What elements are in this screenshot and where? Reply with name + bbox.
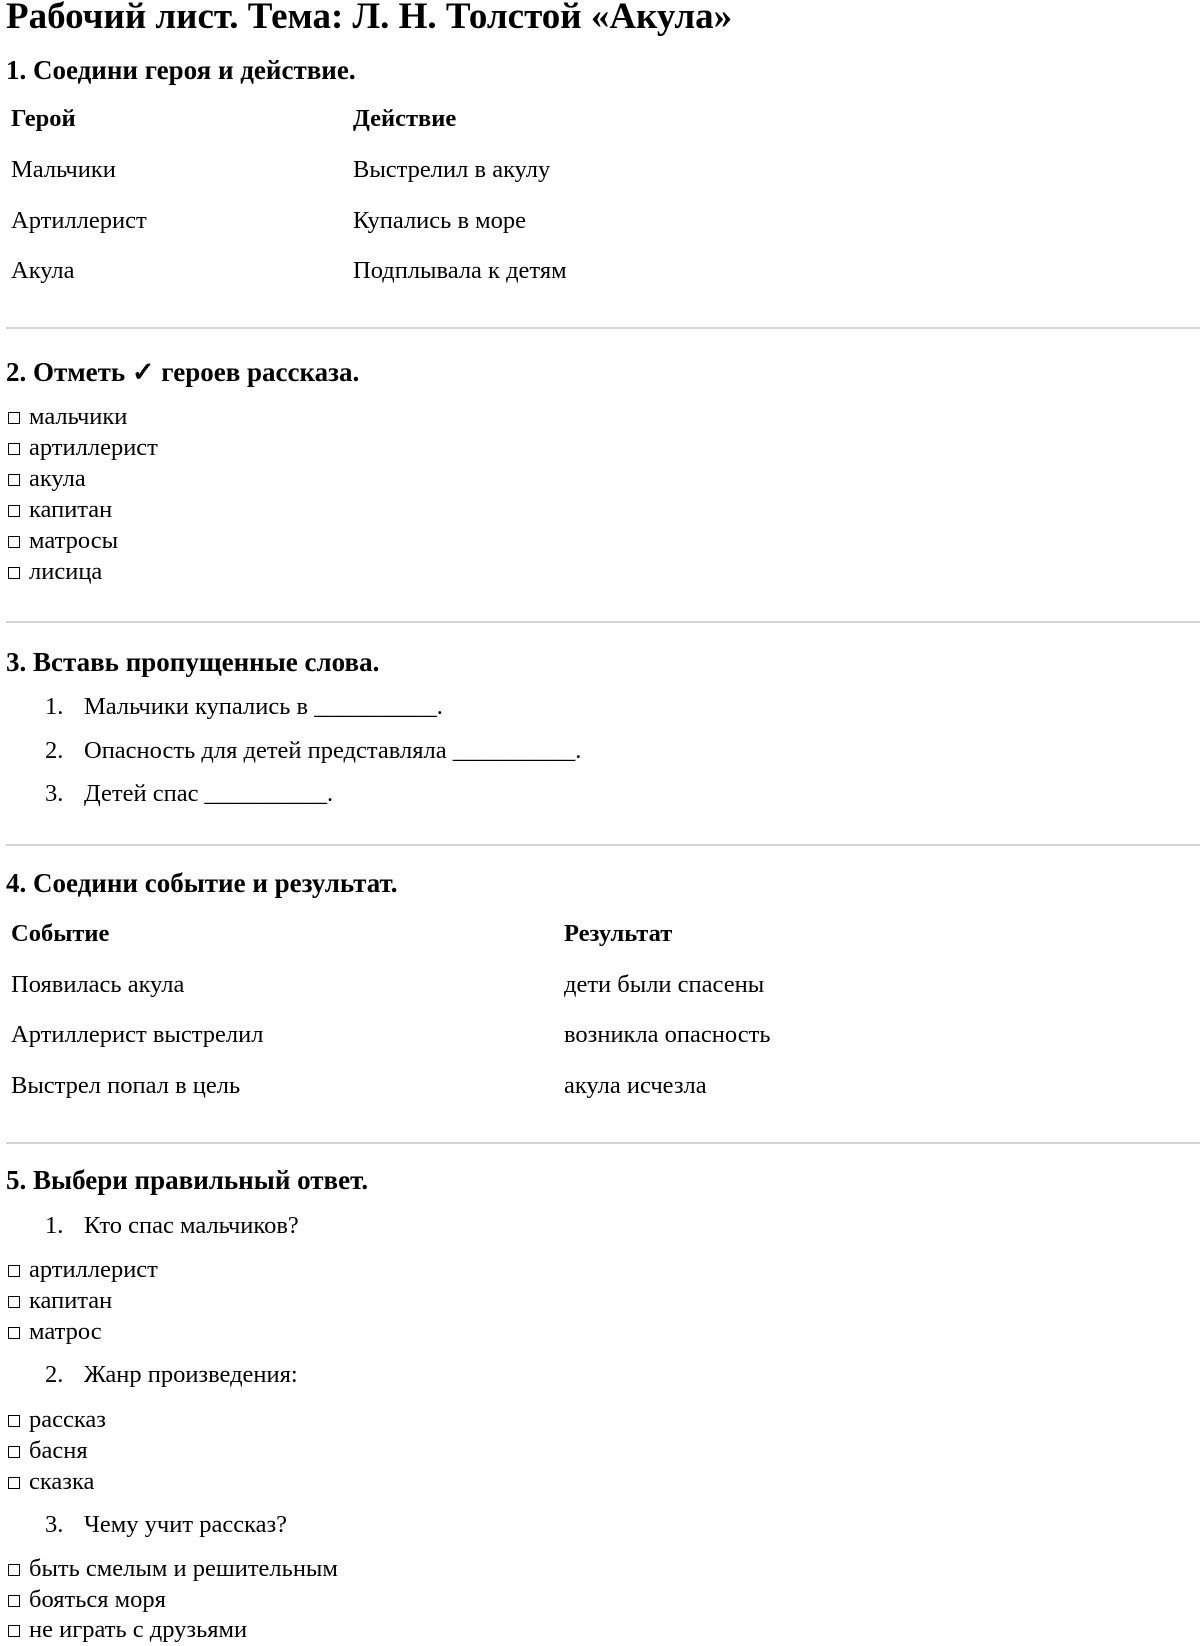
- fill-in-sentence: Детей спас __________.: [84, 780, 334, 807]
- task1-hero: Мальчики: [11, 156, 116, 183]
- task1-hero: Акула: [11, 257, 75, 284]
- checkbox[interactable]: [8, 536, 20, 548]
- checklist-label: лисица: [29, 558, 103, 585]
- answer-label: бояться моря: [29, 1586, 166, 1613]
- task4-col-event: Событие: [11, 920, 110, 947]
- checkbox[interactable]: [8, 1415, 20, 1427]
- task1-action: Купались в море: [353, 207, 527, 234]
- checkbox[interactable]: [8, 505, 20, 517]
- task3-heading: 3. Вставь пропущенные слова.: [6, 647, 380, 677]
- task4-result: акула исчезла: [564, 1072, 707, 1099]
- checkbox[interactable]: [8, 1595, 20, 1607]
- question-text: Жанр произведения:: [84, 1361, 298, 1388]
- checkbox[interactable]: [8, 567, 20, 579]
- answer-option: [8, 1405, 106, 1435]
- page-title: Рабочий лист. Тема: Л. Н. Толстой «Акула»: [6, 0, 733, 37]
- list-number: 2.: [45, 1361, 64, 1388]
- checklist-item: [8, 495, 112, 525]
- fill-in-sentence: Опасность для детей представляла __________.: [84, 737, 582, 764]
- checklist-label: капитан: [29, 496, 113, 523]
- checklist-label: артиллерист: [29, 434, 158, 461]
- checkbox[interactable]: [8, 1265, 20, 1277]
- answer-option: [8, 1436, 88, 1466]
- checkbox[interactable]: [8, 474, 20, 486]
- answer-option: [8, 1286, 112, 1316]
- answer-label: быть смелым и решительным: [29, 1555, 338, 1582]
- checklist-item: [8, 526, 118, 556]
- checkbox[interactable]: [8, 1296, 20, 1308]
- checklist-item: [8, 433, 158, 463]
- task1-action: Подплывала к детям: [353, 257, 567, 284]
- answer-option: [8, 1255, 158, 1285]
- list-number: 1.: [45, 1212, 64, 1239]
- task4-heading: 4. Соедини событие и результат.: [6, 868, 398, 898]
- answer-option: [8, 1467, 94, 1497]
- task4-result: возникла опасность: [564, 1021, 771, 1048]
- task4-event: Появилась акула: [11, 971, 185, 998]
- checkbox[interactable]: [8, 1477, 20, 1489]
- divider: [6, 1142, 1200, 1144]
- answer-label: капитан: [29, 1287, 113, 1314]
- checkbox[interactable]: [8, 1564, 20, 1576]
- list-number: 1.: [45, 693, 64, 720]
- list-number: 3.: [45, 1511, 64, 1538]
- answer-option: [8, 1317, 102, 1347]
- task1-action: Выстрелил в акулу: [353, 156, 551, 183]
- answer-label: не играть с друзьями: [29, 1616, 248, 1643]
- checklist-item: [8, 464, 86, 494]
- answer-option: [8, 1554, 338, 1584]
- checklist-item: [8, 402, 127, 432]
- checkbox[interactable]: [8, 1625, 20, 1637]
- task5-heading: 5. Выбери правильный ответ.: [6, 1165, 369, 1195]
- question-text: Чему учит рассказ?: [84, 1511, 288, 1538]
- task2-heading: 2. Отметь ✓ героев рассказа.: [6, 357, 360, 387]
- task1-col-hero: Герой: [11, 105, 76, 132]
- task1-col-action: Действие: [353, 105, 457, 132]
- answer-label: матрос: [29, 1318, 102, 1345]
- checkbox[interactable]: [8, 1446, 20, 1458]
- divider: [6, 844, 1200, 846]
- answer-option: [8, 1585, 166, 1615]
- answer-label: басня: [29, 1437, 88, 1464]
- checkbox[interactable]: [8, 1327, 20, 1339]
- answer-label: рассказ: [29, 1406, 106, 1433]
- answer-label: сказка: [29, 1468, 95, 1495]
- checklist-label: мальчики: [29, 403, 128, 430]
- list-number: 3.: [45, 780, 64, 807]
- checklist-label: матросы: [29, 527, 119, 554]
- divider: [6, 327, 1200, 329]
- checklist-label: акула: [29, 465, 86, 492]
- task1-heading: 1. Соедини героя и действие.: [6, 55, 356, 85]
- divider: [6, 621, 1200, 623]
- task4-col-result: Результат: [564, 920, 673, 947]
- checkbox[interactable]: [8, 412, 20, 424]
- task4-result: дети были спасены: [564, 971, 765, 998]
- answer-option: [8, 1615, 247, 1645]
- list-number: 2.: [45, 737, 64, 764]
- task1-hero: Артиллерист: [11, 207, 147, 234]
- task4-event: Выстрел попал в цель: [11, 1072, 241, 1099]
- question-text: Кто спас мальчиков?: [84, 1212, 299, 1239]
- checklist-item: [8, 557, 102, 587]
- answer-label: артиллерист: [29, 1256, 158, 1283]
- checkbox[interactable]: [8, 443, 20, 455]
- fill-in-sentence: Мальчики купались в __________.: [84, 693, 443, 720]
- task4-event: Артиллерист выстрелил: [11, 1021, 264, 1048]
